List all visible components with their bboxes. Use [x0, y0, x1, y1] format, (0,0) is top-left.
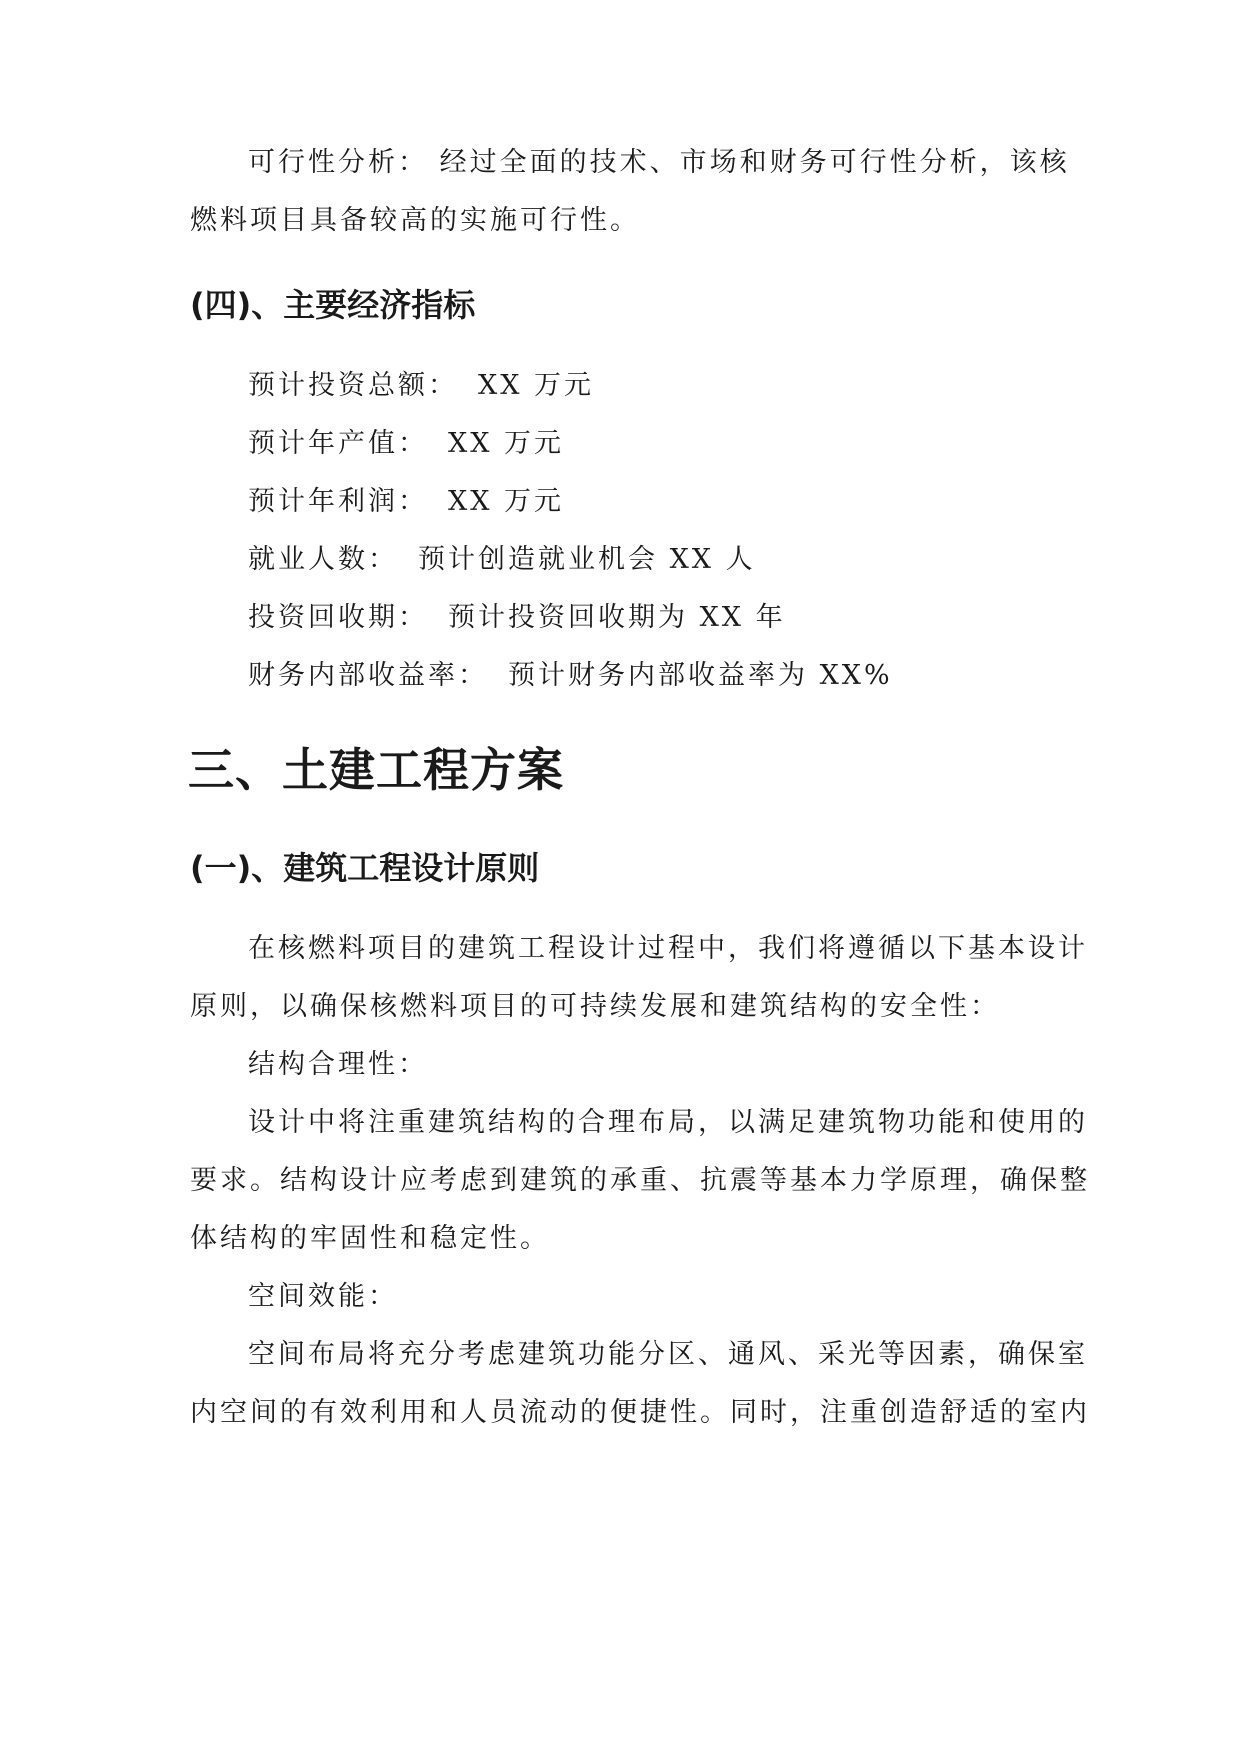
indicator-annual-profit	[248, 482, 1055, 522]
feasibility-line-1: 可行性分析： 经过全面的技术、市场和财务可行性分析，该核	[248, 147, 1070, 178]
indicator-investment	[248, 366, 1055, 406]
indicator-label: 财务内部收益率：	[248, 660, 488, 691]
indicator-value: XX 万元	[448, 486, 565, 517]
space-line-2: 内空间的有效利用和人员流动的便捷性。同时，注重创造舒适的室内	[190, 1397, 1090, 1428]
indicator-payback-period	[248, 598, 1055, 638]
indicator-value: XX 万元	[448, 428, 565, 459]
section-heading-economic-indicators: (四)、主要经济指标	[190, 286, 476, 324]
indicator-label: 预计年利润：	[248, 486, 428, 517]
indicator-value: 预计财务内部收益率为 XX%	[508, 660, 893, 691]
feasibility-line-2: 燃料项目具备较高的实施可行性。	[190, 205, 640, 236]
section-heading-design-principles: (一)、建筑工程设计原则	[190, 849, 540, 887]
chapter-heading-civil-engineering: 三、土建工程方案	[188, 743, 564, 797]
structure-line-3: 体结构的牢固性和稳定性。	[190, 1223, 550, 1254]
indicator-employment	[248, 540, 1055, 580]
structure-line-1: 设计中将注重建筑结构的合理布局，以满足建筑物功能和使用的	[248, 1107, 1088, 1138]
structure-label: 结构合理性：	[248, 1049, 428, 1080]
intro-line-2: 原则，以确保核燃料项目的可持续发展和建筑结构的安全性：	[190, 991, 1000, 1022]
indicator-annual-output	[248, 424, 1055, 464]
indicator-irr	[248, 656, 1055, 696]
indicator-label: 预计年产值：	[248, 428, 428, 459]
indicator-label: 就业人数：	[248, 544, 398, 575]
indicator-value: 预计创造就业机会 XX 人	[418, 544, 756, 575]
indicator-label: 预计投资总额：	[248, 370, 458, 401]
intro-line-1: 在核燃料项目的建筑工程设计过程中，我们将遵循以下基本设计	[248, 933, 1088, 964]
space-line-1: 空间布局将充分考虑建筑功能分区、通风、采光等因素，确保室	[248, 1339, 1088, 1370]
indicator-value: 预计投资回收期为 XX 年	[448, 602, 786, 633]
indicator-label: 投资回收期：	[248, 602, 428, 633]
indicator-value: XX 万元	[478, 370, 595, 401]
structure-line-2: 要求。结构设计应考虑到建筑的承重、抗震等基本力学原理，确保整	[190, 1165, 1090, 1196]
space-label: 空间效能：	[248, 1281, 398, 1312]
